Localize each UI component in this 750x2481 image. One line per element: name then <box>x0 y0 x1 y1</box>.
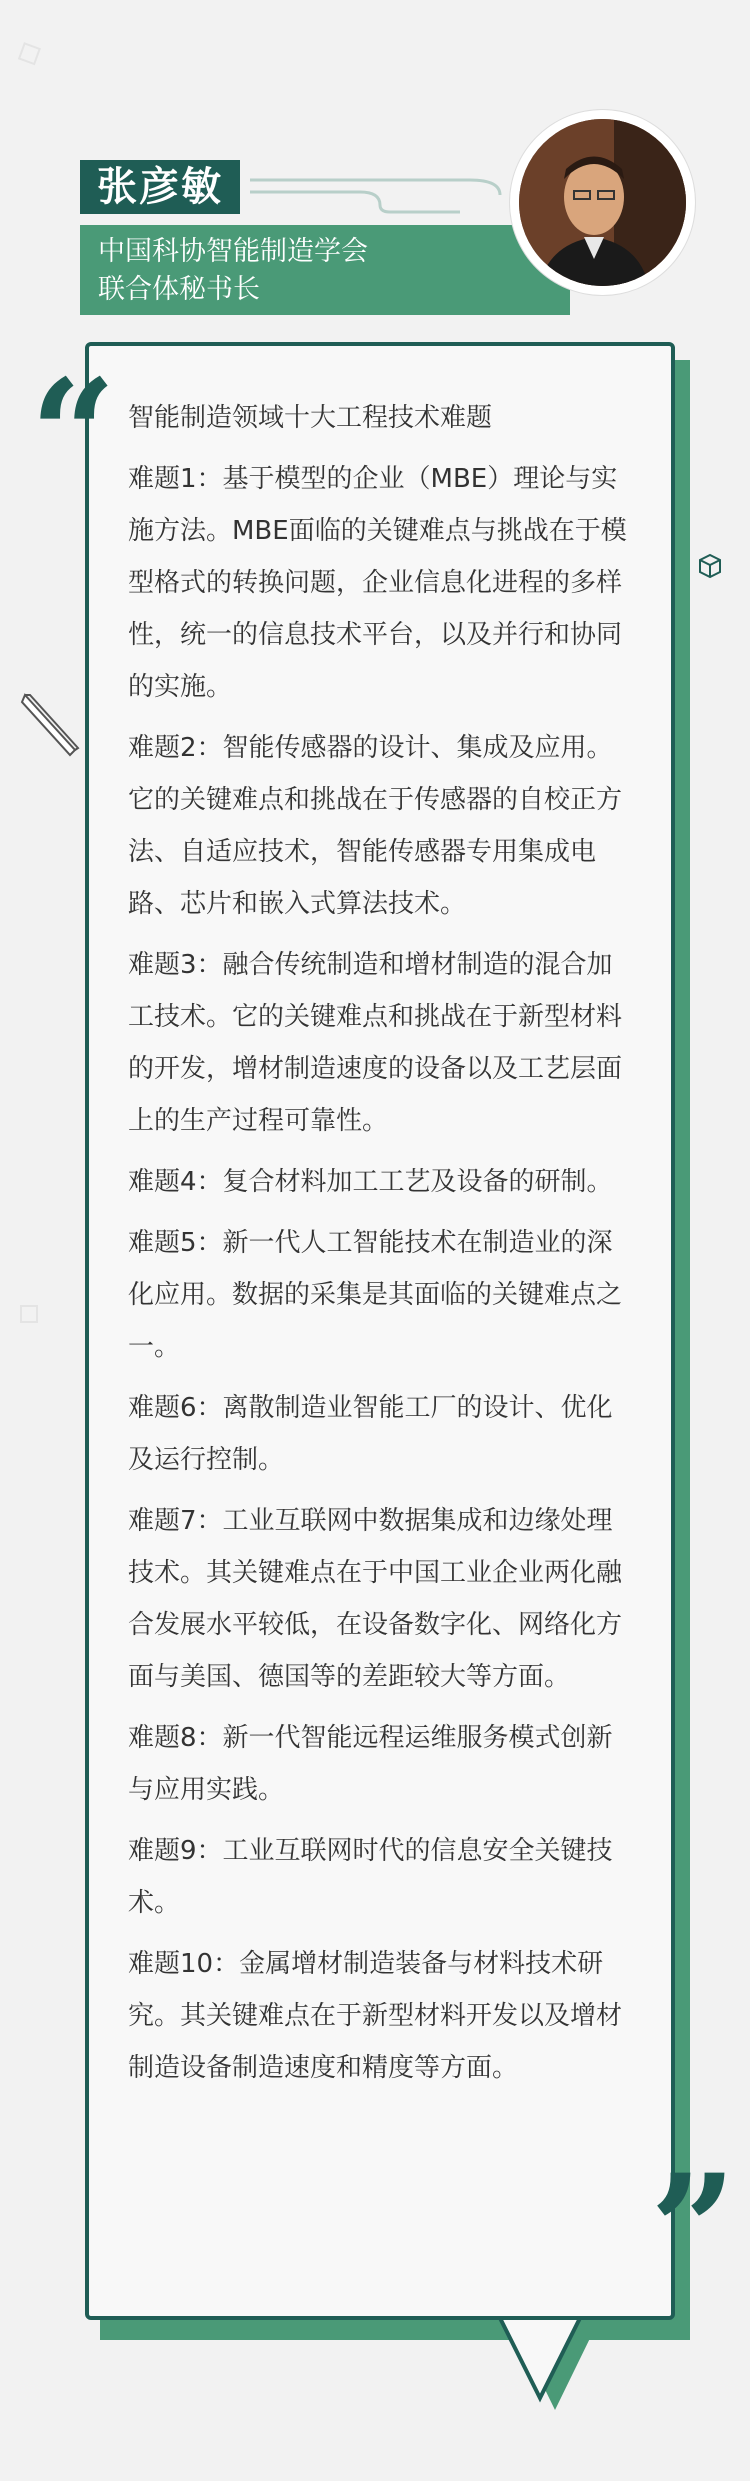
article-item: 难题9：工业互联网时代的信息安全关键技术。 <box>128 1836 613 1918</box>
avatar-photo <box>519 119 686 286</box>
article-item: 难题5：新一代人工智能技术在制造业的深化应用。数据的采集是其面临的关键难点之一。 <box>128 1228 623 1362</box>
article-item: 难题10：金属增材制造装备与材料技术研究。其关键难点在于新型材料开发以及增材制造设备制造速度和精度等方面。 <box>128 1949 623 2083</box>
speaker-title <box>80 225 570 315</box>
speech-tail <box>490 2310 620 2420</box>
article-heading: 智能制造领域十大工程技术难题 <box>128 403 493 433</box>
article-item: 难题4：复合材料加工工艺及设备的研制。 <box>128 1167 613 1197</box>
article-item: 难题1：基于模型的企业（MBE）理论与实施方法。MBE面临的关键难点与挑战在于模型格式的转换问题，企业信息化进程的多样性，统一的信息技术平台，以及并行和协同的实施。 <box>128 464 627 702</box>
speaker-title-line-1: 中国科协智能制造学会 <box>98 236 368 267</box>
article-item: 难题2：智能传感器的设计、集成及应用。它的关键难点和挑战在于传感器的自校正方法、自适应技术，智能传感器专用集成电路、芯片和嵌入式算法技术。 <box>128 733 623 919</box>
faint-square-deco-icon-2 <box>15 1300 45 1330</box>
article-item: 难题6：离散制造业智能工厂的设计、优化及运行控制。 <box>128 1393 613 1475</box>
bar-deco-icon <box>20 690 80 760</box>
article-item: 难题3：融合传统制造和增材制造的混合加工技术。它的关键难点和挑战在于新型材料的开发，增材制造速度的设备以及工艺层面上的生产过程可靠性。 <box>128 950 623 1136</box>
article-item: 难题7：工业互联网中数据集成和边缘处理技术。其关键难点在于中国工业企业两化融合发展水平较低，在设备数字化、网络化方面与美国、德国等的差距较大等方面。 <box>128 1506 623 1692</box>
speaker-avatar <box>510 110 695 295</box>
open-quote-icon: “ <box>30 347 117 523</box>
faint-square-deco-icon <box>15 40 45 70</box>
decorative-lines <box>0 150 520 230</box>
article-body <box>128 392 638 2103</box>
article-item: 难题8：新一代智能远程运维服务模式创新与应用实践。 <box>128 1723 613 1805</box>
close-quote-icon: ” <box>650 2142 737 2318</box>
speaker-name: 张彦敏 <box>80 160 240 214</box>
speaker-title-line-2: 联合体秘书长 <box>98 274 260 305</box>
cube-deco-icon <box>695 550 725 580</box>
